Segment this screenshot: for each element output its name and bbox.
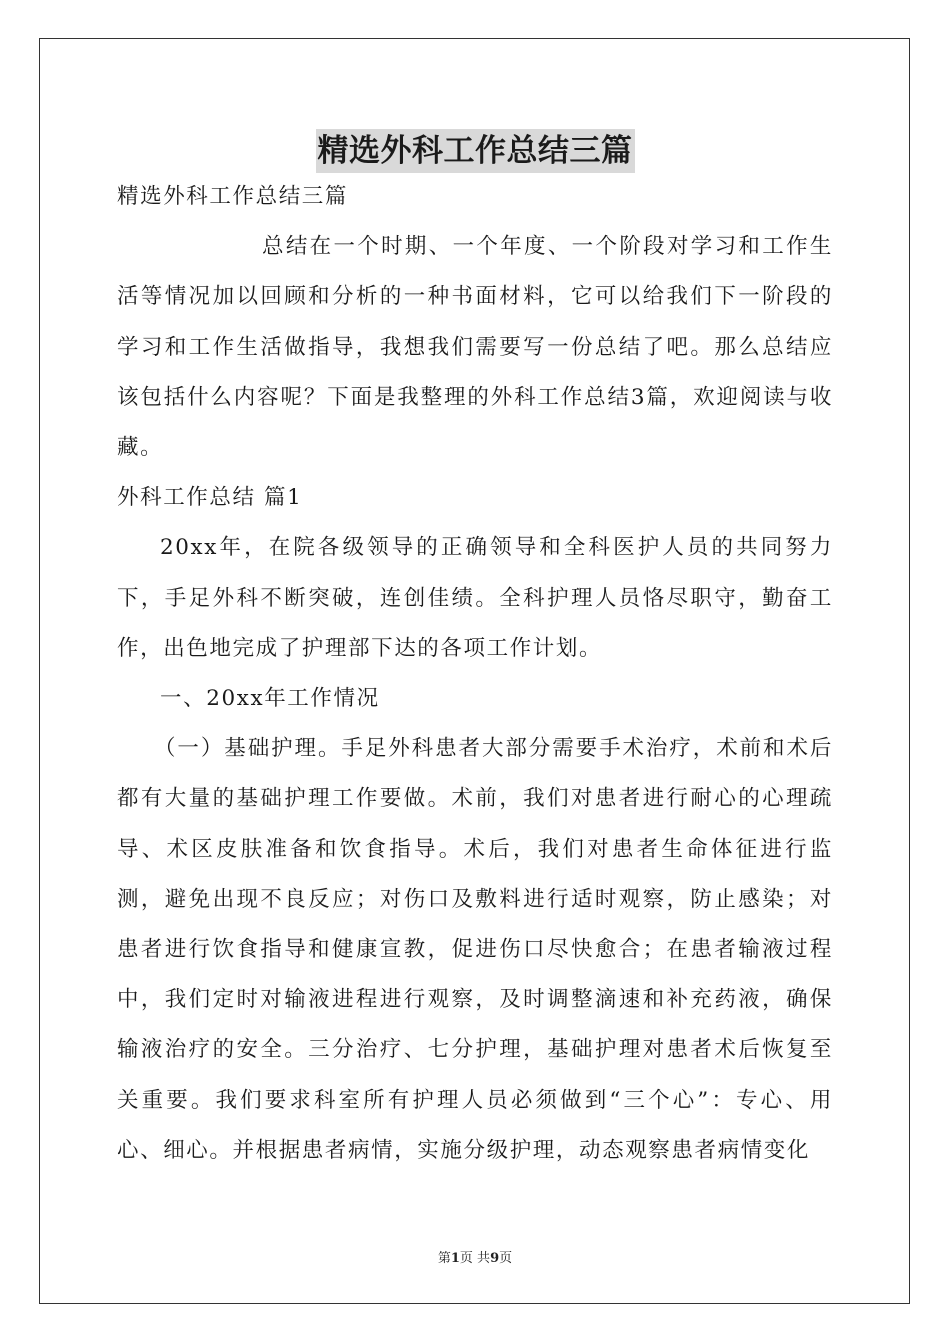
page-footer (0, 1247, 950, 1266)
footer-mid: 页 共 (459, 1251, 491, 1266)
subtitle-line: 精选外科工作总结三篇 (117, 184, 349, 209)
paragraph-overview: 20xx年，在院各级领导的正确领导和全科医护人员的共同努力下，手足外科不断突破，连创佳绩。全科护理人员恪尽职守，勤奋工作，出色地完成了护理部下达的各项工作计划。 (117, 535, 833, 661)
footer-prefix: 第 (437, 1251, 451, 1266)
footer-page-total: 9 (490, 1251, 500, 1266)
footer-page-current: 1 (450, 1251, 460, 1266)
document-body (117, 172, 833, 1176)
intro-paragraph: 总结在一个时期、一个年度、一个阶段对学习和工作生活等情况加以回顾和分析的一种书面材料，它可以给我们下一阶段的学习和工作生活做指导，我想我们需要写一份总结了吧。那么总结应该包括什么内容呢？下面是我整理的外科工作总结3篇，欢迎阅读与收藏。 (117, 234, 833, 461)
title-highlight: 精选外科工作总结三篇 (316, 129, 635, 173)
document-title (0, 128, 950, 173)
paragraph-basic-nursing: （一）基础护理。手足外科患者大部分需要手术治疗，术前和术后都有大量的基础护理工作要做。术前，我们对患者进行耐心的心理疏导、术区皮肤准备和饮食指导。术后，我们对患者生命体征进行监测，避免出现不良反应；对伤口及敷料进行适时观察，防止感染；对患者进行饮食指导和健康宣教，促进伤口尽快愈合；在患者输液过程中，我们定时对输液进程进行观察，及时调整滴速和补充药液，确保输液治疗的安全。三分治疗、七分护理，基础护理对患者术后恢复至关重要。我们要求科室所有护理人员必须做到“三个心”：专心、用心、细心。并根据患者病情，实施分级护理，动态观察患者病情变化 (117, 736, 833, 1163)
subheading-work-status: 一、20xx年工作情况 (160, 686, 380, 712)
section-heading: 外科工作总结 篇1 (117, 485, 303, 511)
footer-suffix: 页 (499, 1251, 513, 1266)
